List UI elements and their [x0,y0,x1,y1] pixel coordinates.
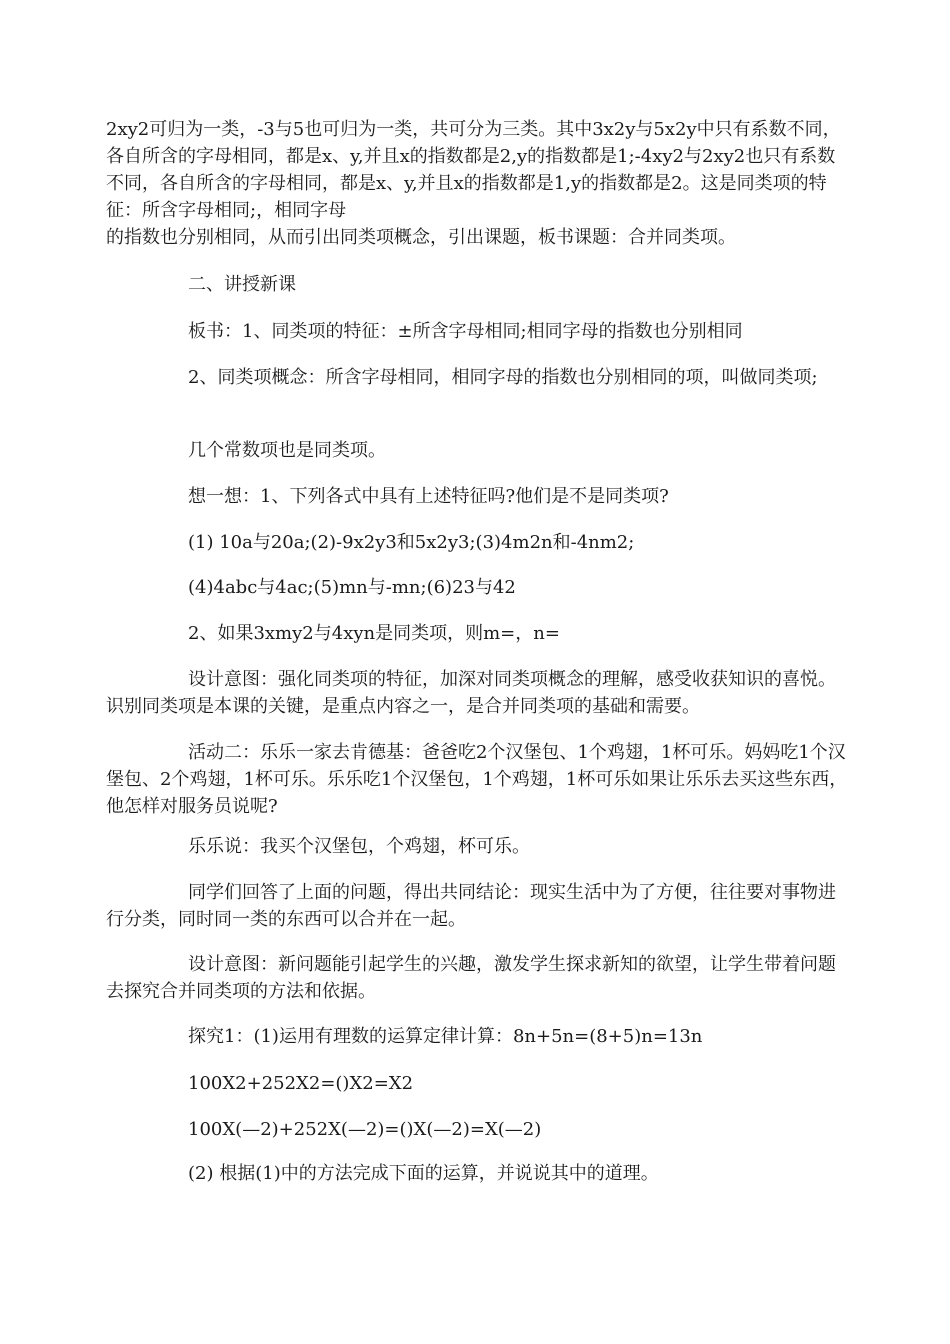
paragraph-concept: 2、同类项概念：所含字母相同，相同字母的指数也分别相同的项，叫做同类项; [188,367,818,388]
paragraph-think: 想一想：1、下列各式中具有上述特征吗?他们是不是同类项? [188,486,669,507]
paragraph-constants: 几个常数项也是同类项。 [188,440,386,461]
paragraph-exercise-2: (4)4abc与4ac;(5)mn与-mn;(6)23与42 [188,577,516,598]
paragraph-explore-2: (2) 根据(1)中的方法完成下面的运算，并说说其中的道理。 [188,1163,659,1184]
paragraph-intro: 2xy2可归为一类，-3与5也可归为一类，共可分为三类。其中3x2y与5x2y中只有系数不同，各自所含的字母相同，都是x、y,并且x的指数都是2,y的指数都是1;-4xy2与2xy2也只有系数不同，各自所含的字母相同，都是x、y,并且x的指数都是1,y的指数都是2。这是同类项的特征：所含字母相同;，相同字母 [106,119,841,221]
paragraph-conclusion: 同学们回答了上面的问题，得出共同结论：现实生活中为了方便，往往要对事物进行分类，同时同一类的东西可以合并在一起。 [106,882,836,930]
paragraph-design-intent-2: 设计意图：新问题能引起学生的兴趣，激发学生探求新知的欲望，让学生带着问题去探究合并同类项的方法和依据。 [106,954,836,1002]
section-heading-new-lesson: 二、讲授新课 [188,274,296,295]
paragraph-design-intent-1: 设计意图：强化同类项的特征，加深对同类项概念的理解，感受收获知识的喜悦。识别同类项是本课的关键，是重点内容之一，是合并同类项的基础和需要。 [106,669,836,717]
paragraph-explore-1: 探究1：(1)运用有理数的运算定律计算：8n+5n=(8+5)n=13n [188,1026,703,1047]
paragraph-blackboard-1: 板书：1、同类项的特征：±所含字母相同;相同字母的指数也分别相同 [188,321,743,342]
formula-line-2: 100X(—2)+252X(—2)=()X(—2)=X(—2) [188,1119,542,1140]
paragraph-intro-continued: 的指数也分别相同，从而引出同类项概念，引出课题，板书课题：合并同类项。 [106,227,736,248]
paragraph-exercise-1: (1) 10a与20a;(2)-9x2y3和5x2y3;(3)4m2n和-4nm2; [188,532,635,553]
paragraph-exercise-3: 2、如果3xmy2与4xyn是同类项，则m=，n= [188,623,560,644]
paragraph-lele-says: 乐乐说：我买个汉堡包，个鸡翅，杯可乐。 [188,836,530,857]
formula-line-1: 100X2+252X2=()X2=X2 [188,1073,414,1094]
paragraph-activity-two: 活动二：乐乐一家去肯德基：爸爸吃2个汉堡包、1个鸡翅，1杯可乐。妈妈吃1个汉堡包、2个鸡翅，1杯可乐。乐乐吃1个汉堡包，1个鸡翅，1杯可乐如果让乐乐去买这些东西，他怎样对服务员说呢? [106,742,848,817]
